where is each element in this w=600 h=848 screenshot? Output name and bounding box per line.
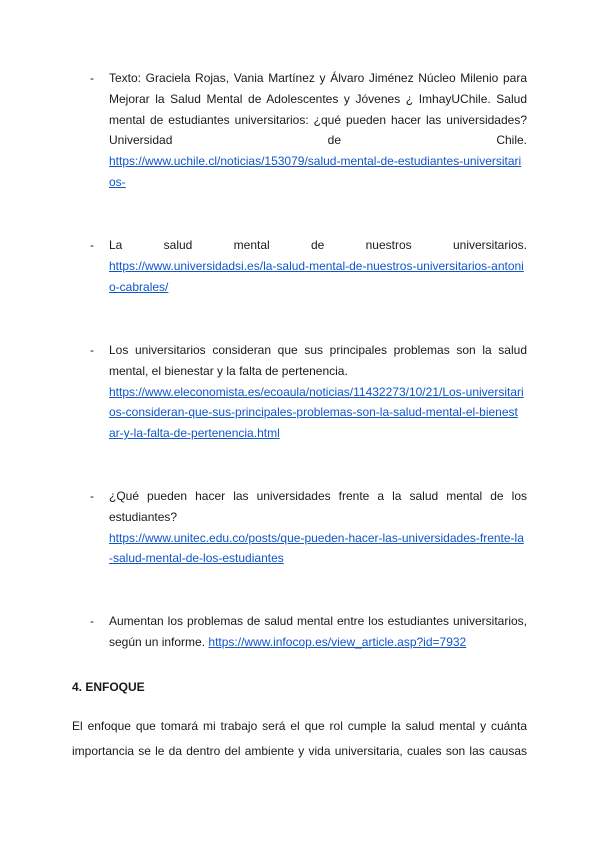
reference-text-line: mental, el bienestar y la falta de pertenencia. (109, 363, 348, 378)
reference-item (90, 486, 527, 569)
reference-link[interactable]: https://www.unitec.edu.co/posts/que-pueden-hacer-las-universidades-frente-la (109, 530, 524, 545)
list-dash: - (90, 238, 94, 252)
reference-link-continuation[interactable]: o-cabrales/ (109, 279, 169, 294)
reference-link-continuation[interactable]: -salud-mental-de-los-estudiantes (109, 551, 284, 566)
list-dash: - (90, 343, 94, 357)
section-heading: 4. ENFOQUE (72, 680, 145, 694)
reference-text-line: estudiantes? (109, 509, 178, 524)
reference-item (90, 68, 527, 193)
reference-text-line: ¿Qué pueden hacer las universidades frente a la salud mental de los (109, 489, 527, 503)
reference-link-continuation[interactable]: ar-y-la-falta-de-pertenencia.html (109, 426, 280, 441)
reference-body (109, 340, 527, 444)
reference-text-line: Aumentan los problemas de salud mental entre los estudiantes universitarios, (109, 614, 527, 628)
reference-body (109, 68, 527, 193)
reference-text-line: La salud mental de nuestros universitarios. (109, 238, 527, 252)
section-paragraph (72, 714, 527, 764)
paragraph-line: importancia se le da dentro del ambiente y vida universitaria, cuales son las causas (72, 744, 527, 758)
reference-text-line: Texto: Graciela Rojas, Vania Martínez y Álvaro Jiménez Núcleo Milenio para (109, 71, 527, 85)
reference-link[interactable]: https://www.universidadsi.es/la-salud-mental-de-nuestros-universitarios-antoni (109, 258, 524, 273)
reference-text-line: Universidad de Chile. (109, 133, 527, 148)
reference-link[interactable]: https://www.eleconomista.es/ecoaula/noticias/11432273/10/21/Los-universitari (109, 384, 524, 399)
reference-link[interactable]: https://www.infocop.es/view_article.asp?id=7932 (208, 634, 467, 649)
reference-body (109, 611, 527, 653)
list-dash: - (90, 614, 94, 628)
reference-text-line: Los universitarios consideran que sus principales problemas son la salud (109, 343, 527, 357)
paragraph-line: El enfoque que tomará mi trabajo será el que rol cumple la salud mental y cuánta (72, 719, 527, 733)
reference-link-continuation[interactable]: os-consideran-que-sus-principales-problemas-son-la-salud-mental-el-bienest (109, 405, 518, 420)
reference-item (90, 340, 527, 444)
reference-link[interactable]: https://www.uchile.cl/noticias/153079/salud-mental-de-estudiantes-universitari (109, 154, 522, 169)
reference-text-tail: según un informe. (109, 634, 206, 649)
list-dash: - (90, 71, 94, 85)
reference-body (109, 235, 527, 297)
reference-item (90, 611, 527, 653)
reference-link-continuation[interactable]: os- (109, 174, 126, 189)
reference-item (90, 235, 527, 297)
reference-body (109, 486, 527, 569)
list-dash: - (90, 489, 94, 503)
reference-text-line: Mejorar la Salud Mental de Adolescentes y Jóvenes ¿ ImhayUChile. Salud (109, 91, 527, 106)
reference-text-line: mental de estudiantes universitarios: ¿qué pueden hacer las universidades? (109, 112, 527, 127)
